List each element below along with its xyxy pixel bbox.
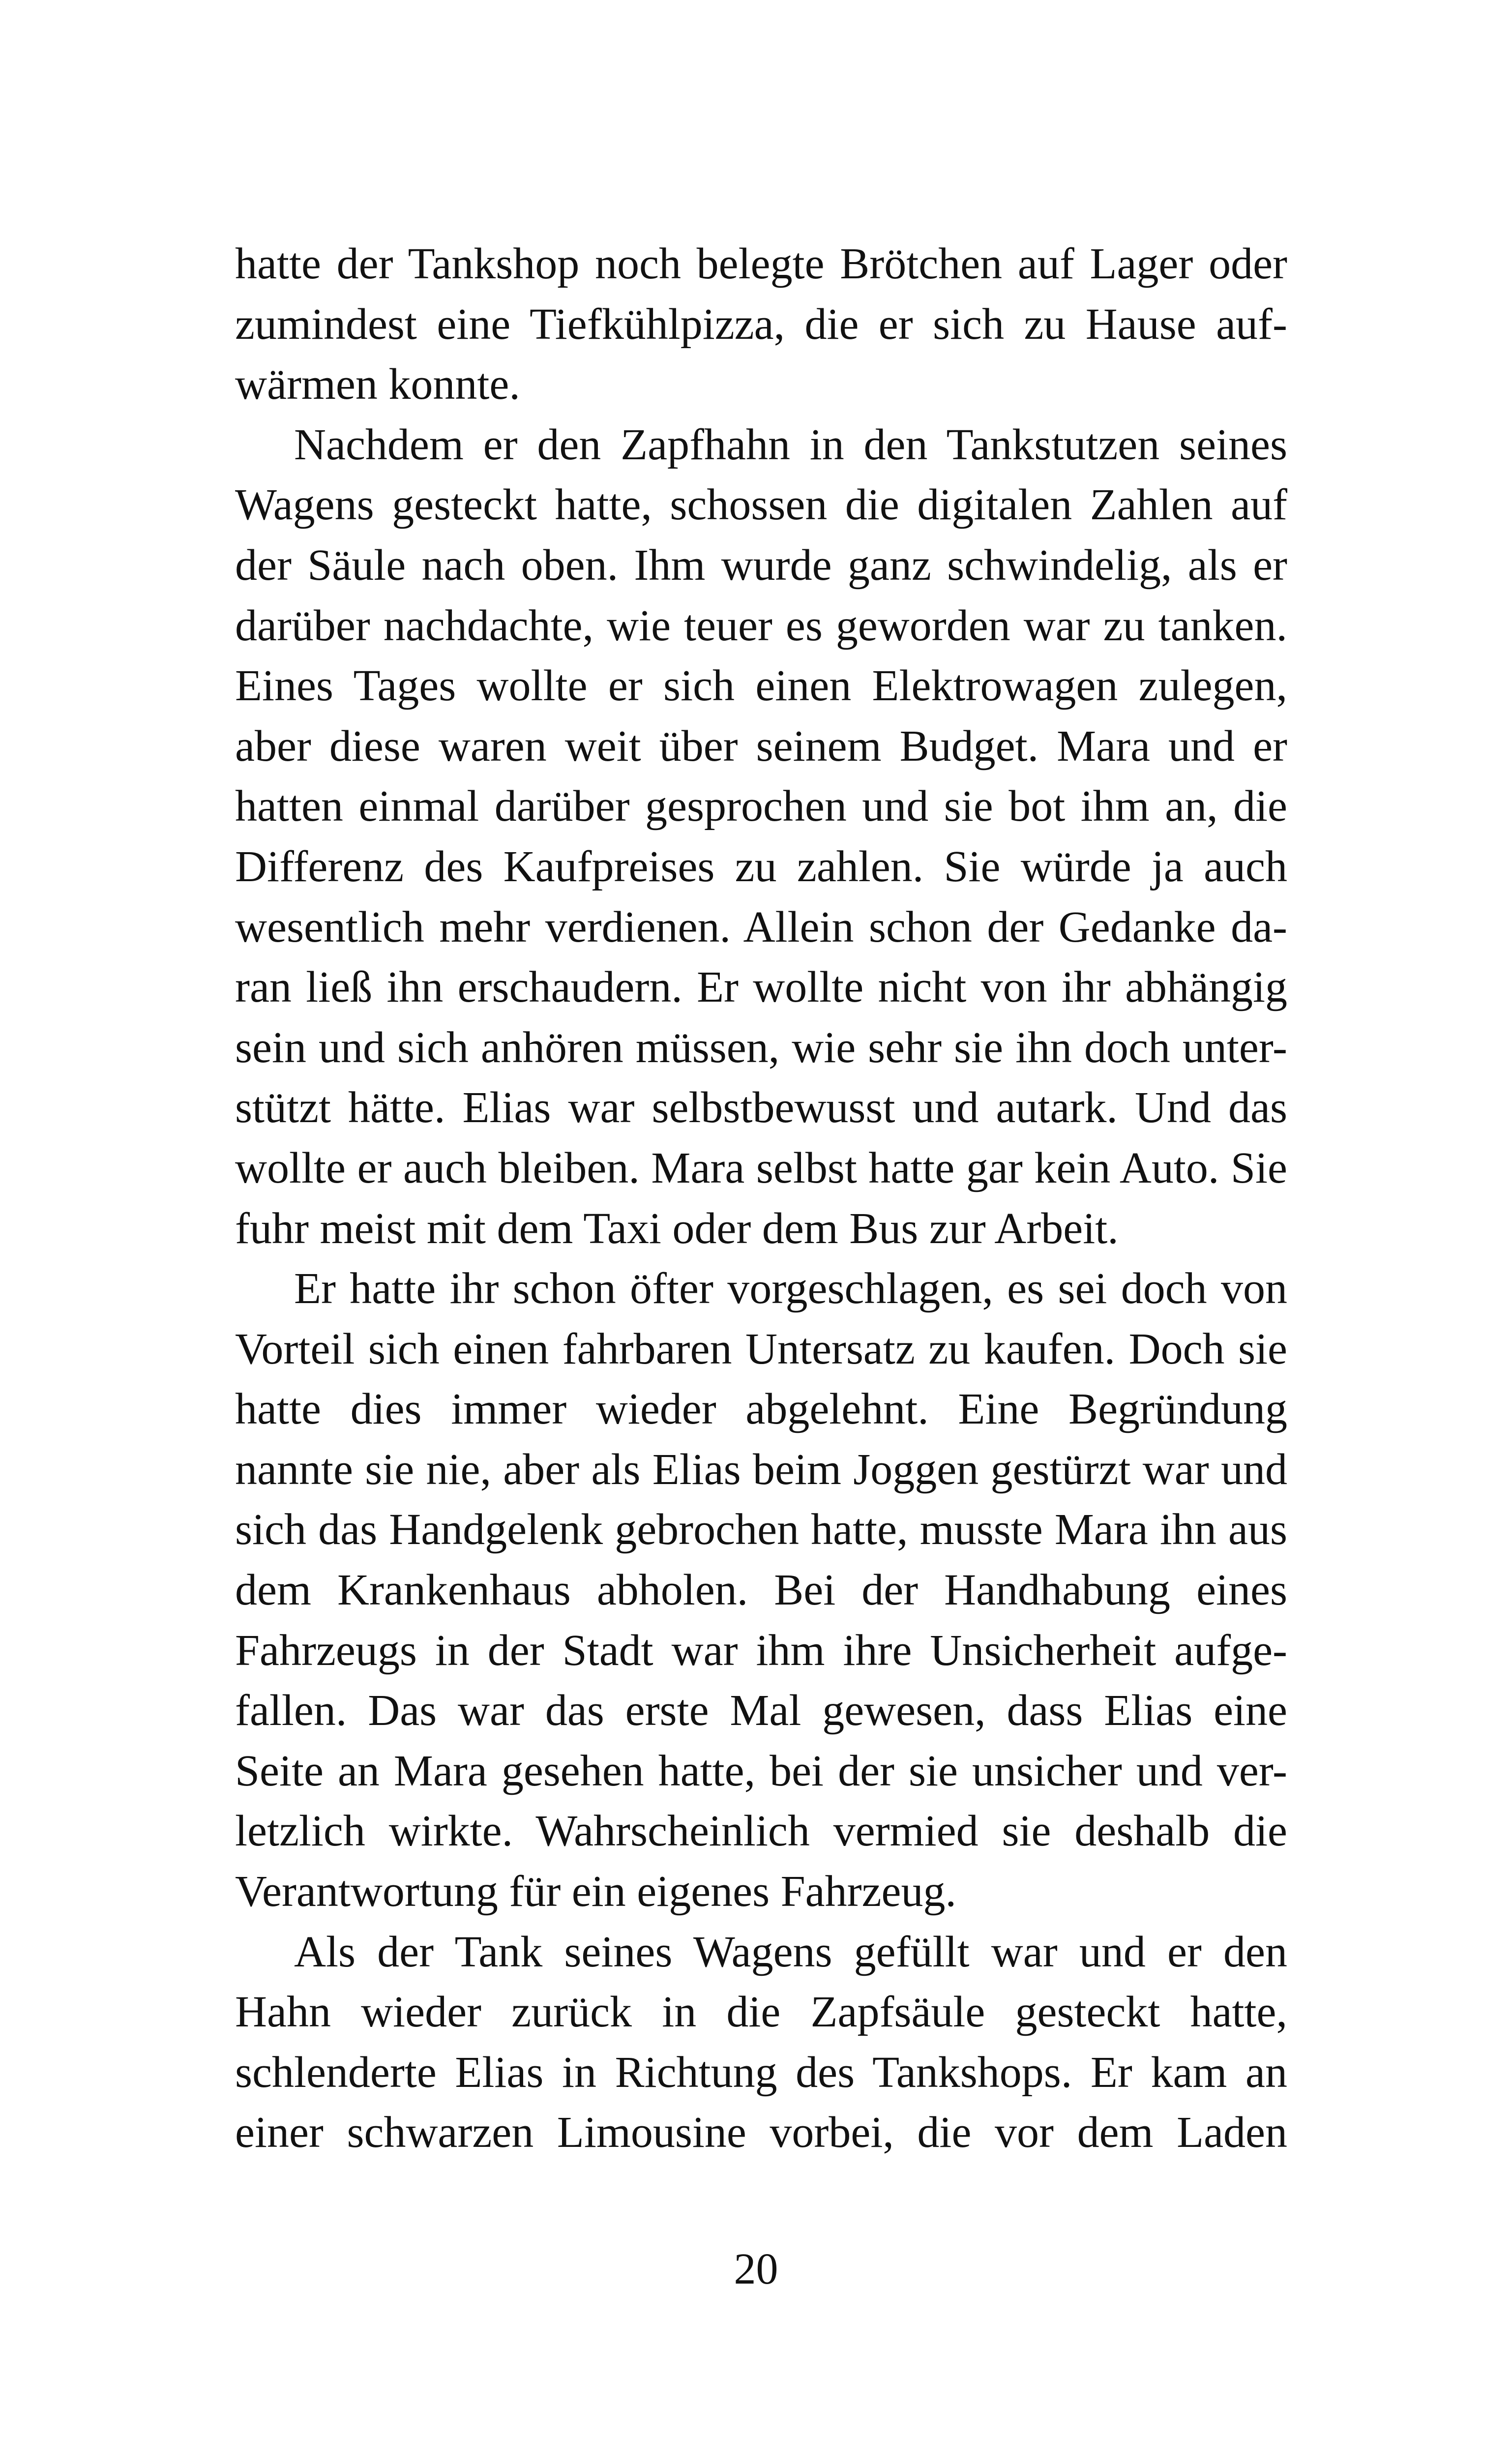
text-line: nannte sie nie, aber als Elias beim Joggen gestürzt war und	[235, 1445, 1287, 1494]
text-line: letzlich wirkte. Wahrscheinlich vermied sie deshalb die	[235, 1807, 1287, 1856]
text-line: Wagens gesteckt hatte, schossen die digitalen Zahlen auf	[235, 480, 1287, 530]
text-line: Seite an Mara gesehen hatte, bei der sie unsicher und ver-	[235, 1746, 1287, 1795]
text-line: einer schwarzen Limousine vorbei, die vor dem Laden	[235, 2108, 1287, 2157]
text-line: hatte der Tankshop noch belegte Brötchen auf Lager oder	[235, 239, 1287, 288]
text-line: sich das Handgelenk gebrochen hatte, musste Mara ihn aus	[235, 1505, 1287, 1554]
text-line: wesentlich mehr verdienen. Allein schon der Gedanke da-	[235, 902, 1287, 951]
text-line: ran ließ ihn erschaudern. Er wollte nicht von ihr abhängig	[235, 963, 1287, 1012]
text-line: Eines Tages wollte er sich einen Elektrowagen zulegen,	[235, 661, 1287, 711]
text-line: hatten einmal darüber gesprochen und sie bot ihm an, die	[235, 782, 1287, 831]
text-line: aber diese waren weit über seinem Budget. Mara und er	[235, 721, 1287, 771]
text-line: fuhr meist mit dem Taxi oder dem Bus zur Arbeit.	[235, 1204, 1119, 1253]
page-number: 20	[734, 2245, 778, 2293]
text-line: darüber nachdachte, wie teuer es geworden war zu tanken.	[235, 601, 1287, 650]
text-line: stützt hätte. Elias war selbstbewusst und autark. Und das	[235, 1083, 1287, 1132]
text-line: Vorteil sich einen fahrbaren Untersatz zu kaufen. Doch sie	[235, 1324, 1287, 1373]
text-line: wollte er auch bleiben. Mara selbst hatte gar kein Auto. Sie	[235, 1143, 1287, 1192]
body-text	[235, 234, 1287, 2163]
text-line: Verantwortung für ein eigenes Fahrzeug.	[235, 1867, 956, 1916]
text-line: sein und sich anhören müssen, wie sehr sie ihn doch unter-	[235, 1023, 1287, 1072]
text-line: Hahn wieder zurück in die Zapfsäule gesteckt hatte,	[235, 1988, 1287, 2037]
text-line: dem Krankenhaus abholen. Bei der Handhabung eines	[235, 1566, 1287, 1615]
text-line: wärmen konnte.	[235, 360, 520, 409]
text-line: Nachdem er den Zapfhahn in den Tankstutzen seines	[294, 420, 1287, 469]
text-line: schlenderte Elias in Richtung des Tankshops. Er kam an	[235, 2048, 1287, 2097]
text-line: hatte dies immer wieder abgelehnt. Eine Begründung	[235, 1385, 1287, 1434]
text-line: Als der Tank seines Wagens gefüllt war und er den	[294, 1927, 1287, 1976]
text-line: zumindest eine Tiefkühlpizza, die er sich zu Hause auf-	[235, 299, 1287, 349]
text-line: fallen. Das war das erste Mal gewesen, dass Elias eine	[235, 1686, 1287, 1735]
text-line: der Säule nach oben. Ihm wurde ganz schwindelig, als er	[235, 540, 1287, 590]
text-line: Fahrzeugs in der Stadt war ihm ihre Unsicherheit aufge-	[235, 1626, 1287, 1675]
text-line: Er hatte ihr schon öfter vorgeschlagen, es sei doch von	[294, 1264, 1287, 1313]
text-line: Differenz des Kaufpreises zu zahlen. Sie würde ja auch	[235, 842, 1287, 891]
